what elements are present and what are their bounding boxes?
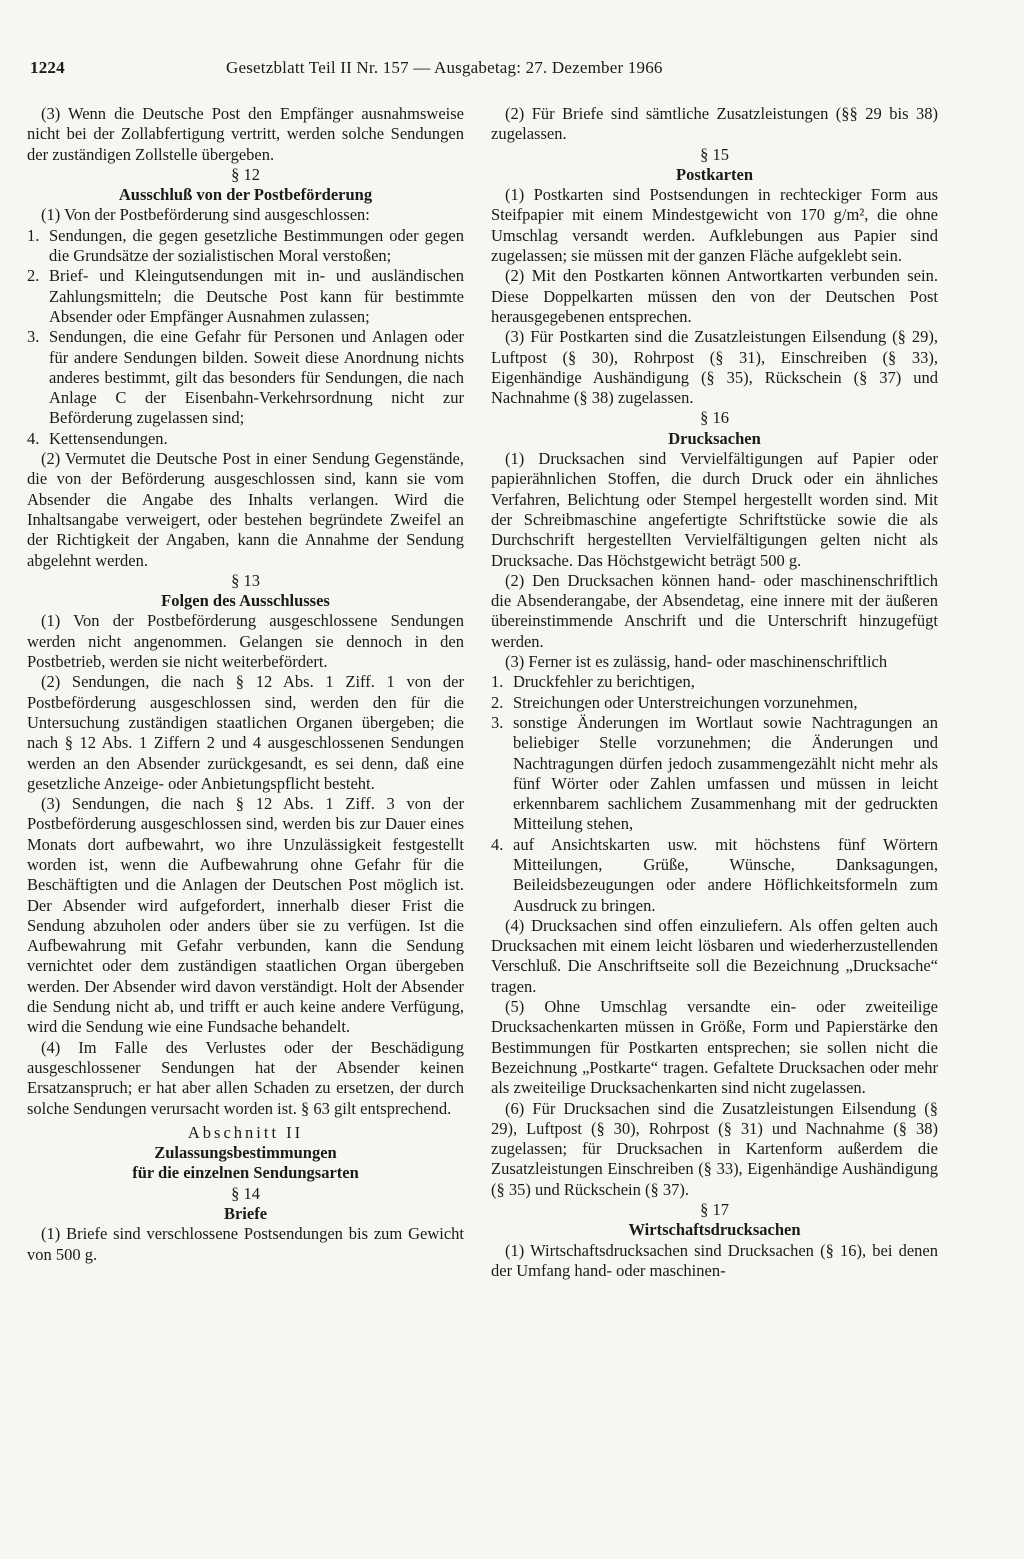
paragraph: (1) Wirtschaftsdrucksachen sind Drucksachen (§ 16), bei denen der Umfang hand- oder maschinen- — [491, 1240, 938, 1280]
section-heading: Briefe — [223, 1204, 268, 1224]
right-column — [491, 104, 938, 1281]
paragraph: (2) Mit den Postkarten können Antwortkarten verbunden sein. Diese Doppelkarten müssen den von der Deutschen Post herausgegebenen entsprechen. — [491, 266, 938, 326]
section-number: § 13 — [231, 570, 260, 590]
page-header — [30, 58, 970, 78]
paragraph: (2) Den Drucksachen können hand- oder maschinenschriftlich die Absenderangabe, der Absendetag, eine innere mit der äußeren übereinstimmende Anschrift und die Unterschrift hinzugefügt werden. — [491, 570, 938, 651]
paragraph: (1) Von der Postbeförderung sind ausgeschlossen: — [41, 205, 370, 225]
section-number: § 12 — [231, 164, 260, 184]
section-number: § 14 — [231, 1183, 260, 1203]
list-item: 1. Sendungen, die gegen gesetzliche Bestimmungen oder gegen die Grundsätze der sozialistischen Moral verstoßen; — [27, 225, 464, 266]
part-heading: Zulassungsbestimmungen — [154, 1143, 337, 1163]
paragraph: (4) Drucksachen sind offen einzuliefern. Als offen gelten auch Drucksachen mit einem leicht lösbaren und wiederherzustellenden Verschluß. Die Anschriftseite soll die Bezeichnung „Drucksache“ tragen. — [491, 915, 938, 996]
paragraph: (1) Briefe sind verschlossene Postsendungen bis zum Gewicht von 500 g. — [27, 1224, 464, 1264]
paragraph: (2) Vermutet die Deutsche Post in einer Sendung Gegenstände, die von der Beförderung ausgeschlossen sind, kann sie vom Absender die Angabe des Inhalts verlangen. Wird die Inhaltsangabe verweigert, oder bestehen begründete Zweifel an der Richtigkeit der Angaben, kann die Annahme der Sendung abgelehnt werden. — [27, 449, 464, 570]
paragraph: (3) Wenn die Deutsche Post den Empfänger ausnahmsweise nicht bei der Zollabfertigung vertritt, werden solche Sendungen der zuständigen Zollstelle übergeben. — [27, 104, 464, 164]
paragraph: (1) Postkarten sind Postsendungen in rechteckiger Form aus Steifpapier mit einem Mindestgewicht von 170 g/m², die ohne Umschlag versandt werden. Aufklebungen aus Papier sind zugelassen; sie müssen mit der ganzen Fläche aufgeklebt sein. — [491, 185, 938, 266]
paragraph: (2) Für Briefe sind sämtliche Zusatzleistungen (§§ 29 bis 38) zugelassen. — [491, 104, 938, 144]
paragraph: (5) Ohne Umschlag versandte ein- oder zweiteilige Drucksachenkarten müssen in Größe, Form und Papierstärke den Bestimmungen für Postkarten entsprechen; sie sollen nicht die Bezeichnung „Postkarte“ tragen. Gefaltete Drucksachen oder mehr als zweiteilige Drucksachenkarten sind nicht zugelassen. — [491, 997, 938, 1098]
paragraph: (2) Sendungen, die nach § 12 Abs. 1 Ziff. 1 von der Postbeförderung ausgeschlossen sind, werden den für die Untersuchung zuständigen staatlichen Organen übergeben; die nach § 12 Abs. 1 Ziffern 2 und 4 ausgeschlossenen Sendungen werden an den Absender zurückgesandt, es sei denn, daß eine gesetzliche Anzeige- oder Anbietungspflicht besteht. — [27, 672, 464, 793]
section-heading: Folgen des Ausschlusses — [161, 591, 330, 611]
paragraph: (1) Drucksachen sind Vervielfältigungen auf Papier oder papierähnlichen Stoffen, die durch Druck oder ein ähnliches Verfahren, Belichtung oder Stempel hergestellt worden sind. Mit der Schreibmaschine angefertigte Schriftstücke sowie die als Durchschrift hergestellten Vervielfältigungen gelten nicht als Drucksache. Das Höchstgewicht beträgt 500 g. — [491, 449, 938, 570]
paragraph: (3) Ferner ist es zulässig, hand- oder maschinenschriftlich — [505, 652, 888, 672]
paragraph: (1) Von der Postbeförderung ausgeschlossene Sendungen werden nicht angenommen. Gelangen sie dennoch in den Postbetrieb, werden sie nicht weiterbefördert. — [27, 611, 464, 672]
list-item: 3. sonstige Änderungen im Wortlaut sowie Nachtragungen an beliebiger Stelle vorzunehmen; die Änderungen und Nachtragungen dürfen jedoch zusammengezählt nicht mehr als fünf Wörter oder Zahlen umfassen und müssen in leicht erkennbarem sachlichem Zusammenhang mit der gedruckten Mitteilung stehen, — [491, 712, 938, 834]
page-number: 1224 — [30, 58, 65, 77]
section-number: § 16 — [700, 408, 729, 428]
section-heading: Wirtschaftsdrucksachen — [628, 1220, 801, 1240]
part-title: Abschnitt II — [187, 1122, 304, 1142]
section-heading: Drucksachen — [668, 428, 761, 448]
section-heading: Postkarten — [676, 164, 753, 184]
list-item: 2. Streichungen oder Unterstreichungen vorzunehmen, — [491, 692, 858, 712]
left-column — [27, 104, 464, 1265]
paragraph: (4) Im Falle des Verlustes oder der Beschädigung ausgeschlossener Sendungen hat der Absender keinen Ersatzanspruch; er hat aber allen Schaden zu ersetzen, der durch solche Sendungen verursacht worden ist. § 63 gilt entsprechend. — [27, 1037, 464, 1118]
list-item: 3. Sendungen, die eine Gefahr für Personen und Anlagen oder für andere Sendungen bilden. Soweit diese Anordnung nichts anderes bestimmt, gilt das besonders für Sendungen, die nach Anlage C der Eisenbahn-Verkehrsordnung nicht zur Beförderung zugelassen sind; — [27, 327, 464, 428]
section-number: § 17 — [700, 1200, 729, 1220]
part-heading: für die einzelnen Sendungsarten — [132, 1163, 359, 1183]
list-item: 1. Druckfehler zu berichtigen, — [491, 672, 695, 692]
list-item: 2. Brief- und Kleingutsendungen mit in- und ausländischen Zahlungsmitteln; die Deutsche Post kann für bestimmte Absender oder Empfänger Ausnahmen zulassen; — [27, 266, 464, 326]
paragraph: (6) Für Drucksachen sind die Zusatzleistungen Eilsendung (§ 29), Luftpost (§ 30), Rohrpost (§ 31) und Nachnahme (§ 38) zugelassen; für Drucksachen in Kartenform außerdem die Zusatzleistungen Einschreiben (§ 33), Eigenhändige Aushändigung (§ 35) und Rückschein (§ 37). — [491, 1098, 938, 1199]
paragraph: (3) Sendungen, die nach § 12 Abs. 1 Ziff. 3 von der Postbeförderung ausgeschlossen sind, werden bis zur Dauer eines Monats dort aufbewahrt, wo ihre Unzulässigkeit festgestellt worden ist, wenn die Aufbewahrung ohne Gefahr für die Beschäftigten und die Anlagen der Deutschen Post möglich ist. Der Absender wird aufgefordert, innerhalb dieser Frist die Sendung abzuholen oder anders über sie zu verfügen. Ist die Aufbewahrung mit Gefahr verbunden, kann die Sendung vernichtet oder dem zuständigen staatlichen Organ übergeben werden. Der Absender wird davon verständigt. Holt der Absender die Sendung nicht ab, und trifft er auch keine andere Verfügung, wird die Sendung wie eine Fundsache behandelt. — [27, 794, 464, 1037]
running-title: Gesetzblatt Teil II Nr. 157 — Ausgabetag: 27. Dezember 1966 — [226, 58, 663, 77]
paragraph: (3) Für Postkarten sind die Zusatzleistungen Eilsendung (§ 29), Luftpost (§ 30), Rohrpost (§ 31), Einschreiben (§ 33), Eigenhändige Aushändigung (§ 35), Rückschein (§ 37) und Nachnahme (§ 38) zugelassen. — [491, 327, 938, 408]
list-item: 4. auf Ansichtskarten usw. mit höchstens fünf Wörtern Mitteilungen, Grüße, Wünsche, Danksagungen, Beileidsbezeugungen oder andere Höflichkeitsformeln zum Ausdruck zu bringen. — [491, 834, 938, 915]
list-item: 4. Kettensendungen. — [27, 428, 168, 448]
section-number: § 15 — [700, 144, 729, 164]
section-heading: Ausschluß von der Postbeförderung — [118, 185, 373, 205]
